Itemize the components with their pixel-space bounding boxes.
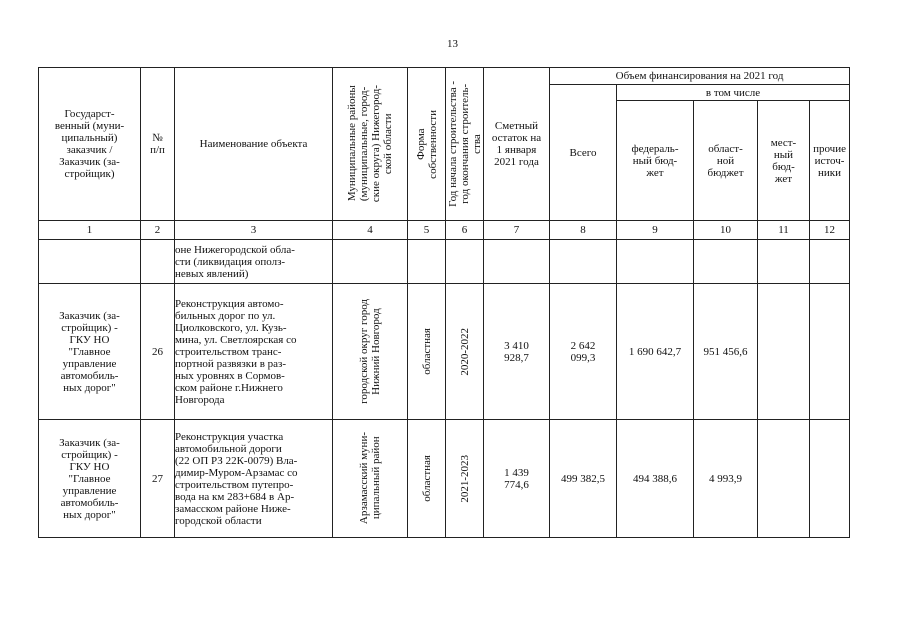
page-number: 13 xyxy=(447,38,458,50)
cell-object-name: оне Нижегородской обла- сти (ликвидация ополз- невых явлений) xyxy=(175,240,333,284)
cell-local xyxy=(758,420,810,538)
cell-estimate: 3 410 928,7 xyxy=(484,284,550,420)
cell-municipality-text: городской округ город Нижний Новгород xyxy=(358,299,382,404)
cell-total xyxy=(550,240,617,284)
cell-federal: 494 388,6 xyxy=(617,420,694,538)
cell-ownership-text: областная xyxy=(420,328,433,375)
cell-ownership xyxy=(408,420,446,538)
header-financing: Объем финансирования на 2021 год xyxy=(550,68,850,85)
column-number: 1 xyxy=(39,221,141,240)
header-local: мест- ный бюд- жет xyxy=(758,101,810,221)
column-number: 9 xyxy=(617,221,694,240)
header-municipality-text: Муниципальные районы (муниципальные, город- ские округа) Нижегород- ской области xyxy=(346,85,394,203)
cell-estimate xyxy=(484,240,550,284)
column-number: 6 xyxy=(446,221,484,240)
header-num: № п/п xyxy=(141,68,175,221)
column-number: 12 xyxy=(810,221,850,240)
header-regional: област- ной бюджет xyxy=(694,101,758,221)
header-municipality xyxy=(333,68,408,221)
header-other: прочие источ- ники xyxy=(810,101,850,221)
column-number: 10 xyxy=(694,221,758,240)
cell-num: 27 xyxy=(141,420,175,538)
cell-other xyxy=(810,240,850,284)
cell-ownership xyxy=(408,240,446,284)
header-years-text: Год начала строительства - год окончания строитель- ства xyxy=(446,81,483,207)
cell-regional xyxy=(694,240,758,284)
cell-estimate: 1 439 774,6 xyxy=(484,420,550,538)
column-number: 2 xyxy=(141,221,175,240)
header-customer: Государст- венный (муни- ципальный) заказчик / Заказчик (за- стройщик) xyxy=(39,68,141,221)
column-number: 8 xyxy=(550,221,617,240)
header-total: Всего xyxy=(550,85,617,221)
column-number: 4 xyxy=(333,221,408,240)
column-number-row xyxy=(39,221,850,240)
cell-regional: 951 456,6 xyxy=(694,284,758,420)
header-ownership-text: Форма собственности xyxy=(414,109,439,179)
cell-object-name: Реконструкция участка автомобильной дороги (22 ОП РЗ 22К-0079) Вла- димир-Муром-Арзамас со строительством путепро- вода на км 283+684 в Ар- замасском районе Ниже- городской области xyxy=(175,420,333,538)
header-estimate: Сметный остаток на 1 января 2021 года xyxy=(484,68,550,221)
cell-other xyxy=(810,420,850,538)
cell-municipality-text: Арзамасский муни- ципальный район xyxy=(358,432,382,525)
column-number: 11 xyxy=(758,221,810,240)
cell-federal xyxy=(617,240,694,284)
cell-object-name: Реконструкция автомо- бильных дорог по ул. Циолковского, ул. Кузь- мина, ул. Светлоярская со строительством транс- портной развязки в раз- ных уровнях в Сормов- ском районе г.Нижнего Новгорода xyxy=(175,284,333,420)
cell-total: 499 382,5 xyxy=(550,420,617,538)
header-years xyxy=(446,68,484,221)
cell-years xyxy=(446,284,484,420)
table-row xyxy=(39,240,850,284)
cell-years-text: 2020-2022 xyxy=(458,327,471,376)
header-ownership xyxy=(408,68,446,221)
column-number: 5 xyxy=(408,221,446,240)
header-including: в том числе xyxy=(617,85,850,101)
cell-regional: 4 993,9 xyxy=(694,420,758,538)
cell-other xyxy=(810,284,850,420)
cell-customer xyxy=(39,240,141,284)
cell-municipality xyxy=(333,420,408,538)
header-federal: федераль- ный бюд- жет xyxy=(617,101,694,221)
cell-years xyxy=(446,240,484,284)
cell-ownership-text: областная xyxy=(420,455,433,502)
cell-local xyxy=(758,240,810,284)
cell-municipality xyxy=(333,240,408,284)
column-number: 3 xyxy=(175,221,333,240)
cell-customer: Заказчик (за- стройщик) - ГКУ НО "Главное управление автомобиль- ных дорог" xyxy=(39,284,141,420)
table-row xyxy=(39,284,850,420)
cell-num xyxy=(141,240,175,284)
header-object-name: Наименование объекта xyxy=(175,68,333,221)
cell-federal: 1 690 642,7 xyxy=(617,284,694,420)
cell-municipality xyxy=(333,284,408,420)
cell-customer: Заказчик (за- стройщик) - ГКУ НО "Главное управление автомобиль- ных дорог" xyxy=(39,420,141,538)
cell-ownership xyxy=(408,284,446,420)
cell-years xyxy=(446,420,484,538)
cell-years-text: 2021-2023 xyxy=(458,454,471,503)
column-number: 7 xyxy=(484,221,550,240)
cell-num: 26 xyxy=(141,284,175,420)
table-row xyxy=(39,420,850,538)
cell-local xyxy=(758,284,810,420)
financing-table xyxy=(38,67,850,538)
cell-total: 2 642 099,3 xyxy=(550,284,617,420)
